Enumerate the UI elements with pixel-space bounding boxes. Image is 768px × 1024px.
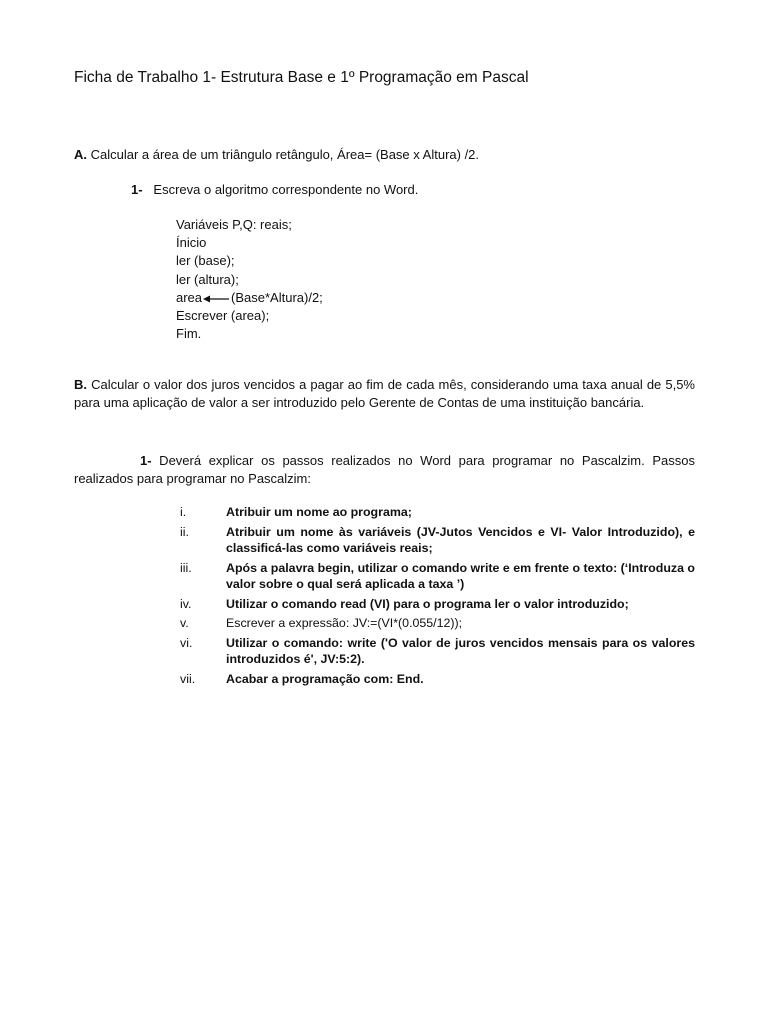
list-item-text: Acabar a programação com: End. xyxy=(226,671,424,686)
list-item-number: iii. xyxy=(180,560,192,575)
list-item-number: ii. xyxy=(180,524,189,539)
algorithm-assignment-line xyxy=(176,289,323,307)
section-b-item-1 xyxy=(74,452,695,488)
keyword-begin: begin xyxy=(317,560,351,575)
list-item xyxy=(180,596,695,613)
text-run: Após a palavra xyxy=(226,560,318,575)
section-b-paragraph xyxy=(74,376,695,412)
text-run: Utilizar o comando xyxy=(226,596,341,611)
algorithm-line: Fim. xyxy=(176,326,202,342)
keyword-write: write xyxy=(470,560,500,575)
keyword-write-statement: write ('O valor de juros vencidos mensais para os valores introduzidos é', JV:5:2) xyxy=(226,635,695,666)
section-a-text: Calcular a área de um triângulo retângulo, Área= (Base x Altura) /2. xyxy=(87,147,480,162)
text-run: , utilizar o comando xyxy=(350,560,471,575)
keyword-read: read (VI) xyxy=(340,596,390,611)
text-run: . xyxy=(361,652,365,666)
algorithm-variable: area xyxy=(176,289,203,305)
list-item xyxy=(180,671,695,688)
section-a-letter: A. xyxy=(74,147,87,162)
section-b-item-1-text: Deverá explicar os passos realizados no Word para programar no Pascalzim. Passos realizados para programar no Pascalzim: xyxy=(74,453,695,486)
section-a-heading xyxy=(74,146,695,164)
list-item-text xyxy=(226,615,695,632)
list-item-text xyxy=(226,635,695,668)
section-b-text: Calcular o valor dos juros vencidos a pagar ao fim de cada mês, considerando uma taxa anual de 5,5% para uma aplicação de valor a ser introduzido pelo Gerente de Contas de uma instituição bancária. xyxy=(74,377,695,410)
list-item-text: Atribuir um nome às variáveis (JV-Jutos Vencidos e VI- Valor Introduzido), e classificá-las como variáveis reais; xyxy=(226,524,695,555)
list-item-number: vi. xyxy=(180,635,193,650)
list-item-number: iv. xyxy=(180,596,192,611)
algorithm-line: ler (base); xyxy=(176,253,235,269)
text-run: Utilizar o comando: xyxy=(226,635,348,650)
steps-list xyxy=(180,504,695,690)
algorithm-line: Variáveis P,Q: reais; xyxy=(176,217,292,232)
list-item-text xyxy=(226,596,695,613)
algorithm-line: Escrever (area); xyxy=(176,308,270,324)
list-item-text: Atribuir um nome ao programa; xyxy=(226,505,412,519)
list-item-number: vii. xyxy=(180,671,196,686)
algorithm-block xyxy=(176,216,323,343)
algorithm-expression: (Base*Altura)/2; xyxy=(231,289,323,305)
section-a-item-1-text: Escreva o algoritmo correspondente no Word. xyxy=(153,182,419,197)
left-arrow-icon xyxy=(203,293,229,303)
algorithm-line: Ínicio xyxy=(176,235,207,251)
list-item xyxy=(180,524,695,557)
text-run: para o programa ler o valor introduzido; xyxy=(389,596,629,611)
section-b-item-1-number: 1- xyxy=(140,453,152,468)
section-a-item-1-number: 1- xyxy=(131,182,143,197)
list-item xyxy=(180,560,695,593)
list-item-text-run: Escrever a expressão: JV:=(VI*(0.055/12)); xyxy=(226,616,463,630)
text-run: e em frente o texto: (‘Introduza o valor sobre o qual será aplicada a taxa ’) xyxy=(226,560,695,591)
list-item-text xyxy=(226,560,695,593)
list-item-number: v. xyxy=(180,616,189,630)
algorithm-line: ler (altura); xyxy=(176,271,239,287)
list-item xyxy=(180,615,695,632)
list-item-number: i. xyxy=(180,505,187,519)
list-item xyxy=(180,504,695,521)
section-a-item-1 xyxy=(131,182,418,197)
list-item xyxy=(180,635,695,668)
section-b-letter: B. xyxy=(74,377,87,392)
page-title: Ficha de Trabalho 1- Estrutura Base e 1º Programação em Pascal xyxy=(74,69,529,86)
